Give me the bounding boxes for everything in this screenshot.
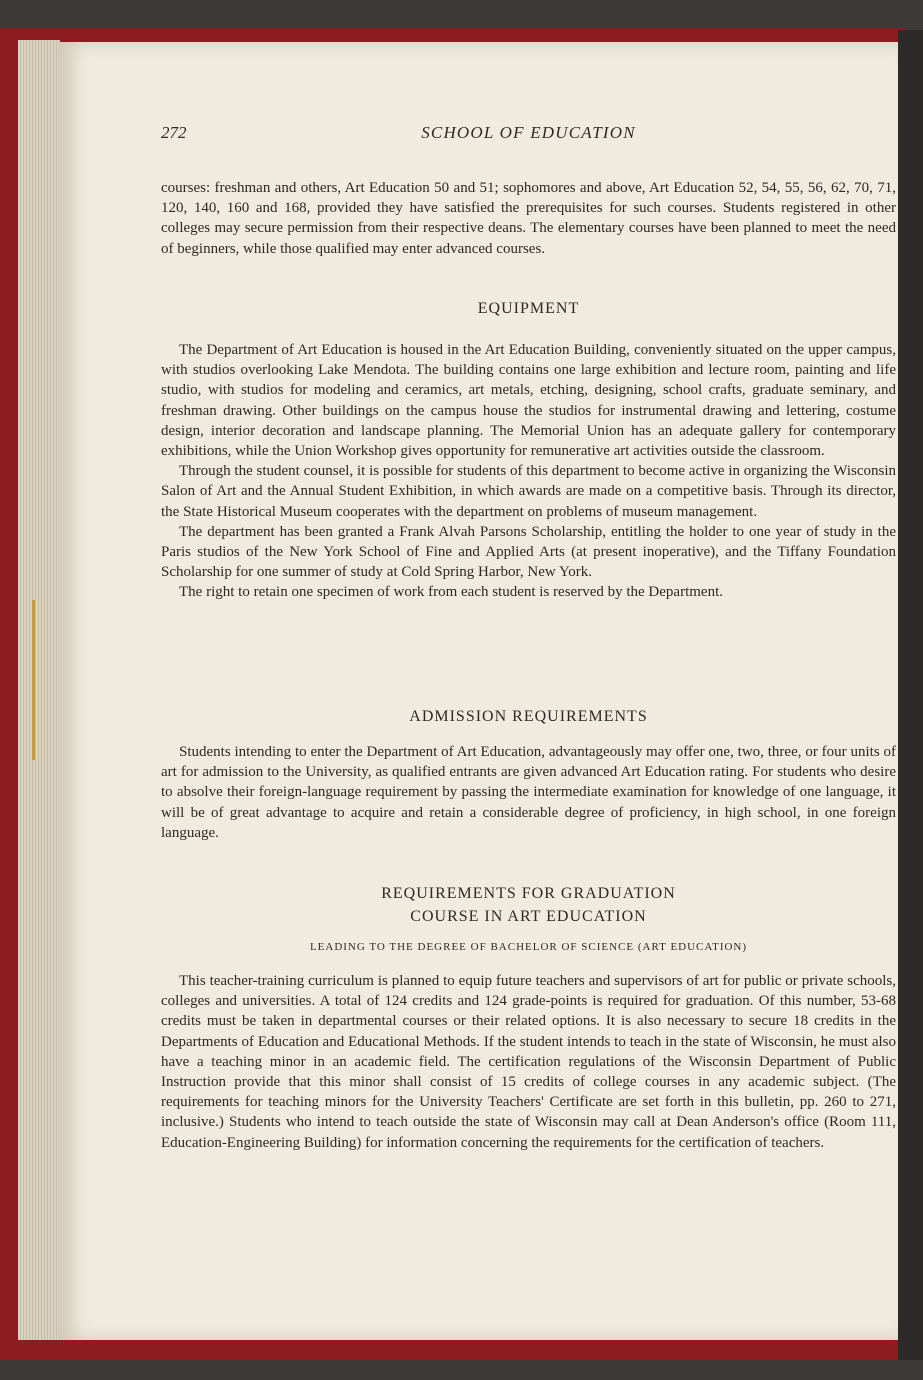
admission-section (161, 742, 896, 843)
graduation-section (161, 971, 896, 1153)
page-edges (18, 40, 60, 1340)
admission-heading: ADMISSION REQUIREMENTS (409, 708, 648, 725)
equipment-heading: EQUIPMENT (477, 300, 580, 317)
equipment-paragraph: Through the student counsel, it is possible for students of this department to become active in organizing the Wisconsin Salon of Art and the Annual Student Exhibition, in which awards are made on a competitive basis. Through its director, the State Historical Museum cooperates with the department on problems of museum management. (161, 463, 896, 520)
equipment-paragraph: The department has been granted a Frank Alvah Parsons Scholarship, entitling the holder to one year of study in the Paris studios of the New York School of Fine and Applied Arts (at present inoperative), and the Tiffany Foundation Scholarship for one summer of study at Cold Spring Harbor, New York. (161, 523, 896, 581)
bookmark-ribbon (32, 600, 35, 760)
graduation-paragraph: This teacher-training curriculum is planned to equip future teachers and supervisors of art for public or private schools, colleges and universities. A total of 124 credits and 124 grade-points is required for graduation. Of this number, 53-68 credits must be taken in departmental courses or their related options. It is also necessary to secure 18 credits in the Departments of Education and Educational Methods. If the student intends to teach in the state of Wisconsin, he must also have a teaching minor in an academic field. The certification regulations of the Wisconsin Department of Public Instruction provide that this minor shall consist of 15 credits of college courses in any academic subject. (The requirements for teaching minors for the University Teachers' Certificate are set forth in this bulletin, pp. 260 to 271, inclusive.) Students who intend to teach outside the state of Wisconsin may call at Dean Anderson's office (Room 111, Education-Engineering Building) for information concerning the requirements for the certification of teachers. (161, 973, 896, 1151)
scan-border (898, 30, 923, 1360)
graduation-subtitle: COURSE IN ART EDUCATION (410, 908, 647, 925)
graduation-heading: REQUIREMENTS FOR GRADUATION (381, 885, 676, 902)
running-title: SCHOOL OF EDUCATION (421, 123, 636, 142)
equipment-paragraph: The Department of Art Education is housed in the Art Education Building, conveniently situated on the upper campus, with studios overlooking Lake Mendota. The building contains one large exhibition and lecture room, painting and life studio, with studios for modeling and ceramics, art metals, etching, designing, school crafts, graduate seminary, and freshman drawing. Other buildings on the campus house the studios for instrumental drawing and lettering, costume design, interior decoration and landscape planning. The Memorial Union has an adequate gallery for contemporary exhibitions, while the Union Workshop gives opportunity for remunerative art activities outside the classroom. (161, 342, 896, 460)
intro-section (161, 178, 896, 259)
book-page (58, 42, 898, 1340)
page-number: 272 (161, 123, 187, 142)
admission-paragraph: Students intending to enter the Department of Art Education, advantageously may offer one, two, three, or four units of art for admission to the University, as qualified entrants are given advanced Art Education rating. For students who desire to absolve their foreign-language requirement by passing the intermediate examination for knowledge of one language, it will be of great advantage to acquire and retain a considerable degree of proficiency, in high school, in one foreign language. (161, 744, 896, 841)
degree-subheading: LEADING TO THE DEGREE OF BACHELOR OF SCIENCE (ART EDUCATION) (309, 941, 748, 953)
intro-paragraph: courses: freshman and others, Art Education 50 and 51; sophomores and above, Art Education 52, 54, 55, 56, 62, 70, 71, 120, 140, 160 and 168, provided they have satisfied the prerequisites for such courses. Students registered in other colleges may secure permission from their respective deans. The elementary courses have been planned to meet the need of beginners, while those qualified may enter advanced courses. (161, 180, 896, 257)
equipment-paragraph: The right to retain one specimen of work from each student is reserved by the Department. (179, 584, 723, 601)
equipment-section (161, 340, 896, 603)
running-head (161, 123, 896, 147)
